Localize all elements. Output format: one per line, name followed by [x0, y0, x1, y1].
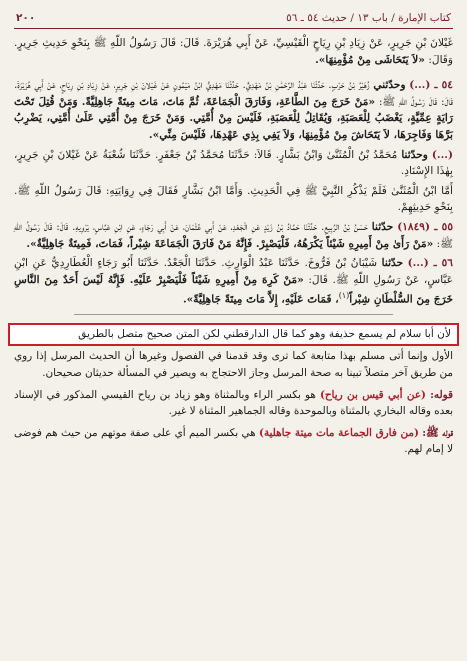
hadith-number: ٥٦ ـ (...): [407, 257, 453, 270]
highlighted-line: [8, 323, 459, 346]
narration-chain: حَسَنُ بْنُ الرَّبِيعِ. حَدَّثَنَا حَمَّادُ بْنُ زَيْدٍ عَنِ الْجَعْدِ، عَنْ أَبِي عُثْمَانَ، عَنْ أَبِي رَجَاءٍ، عَنِ ابْنِ عَبَّاسٍ، يَرْوِيهِ. قَالَ: قَالَ رَسُولُ اللّهِ ﷺ:: [14, 220, 453, 250]
section-separator: [74, 314, 393, 315]
hadith-number: (...): [431, 148, 453, 161]
commentary-quote: (من فارق الجماعة مات ميتة جاهلية): [259, 426, 419, 439]
hadith-55: [14, 219, 453, 252]
hadith-54-variant: [14, 147, 453, 180]
page-number: ٢٠٠: [16, 12, 36, 24]
narration-chain: شَيْبَانُ بْنُ فَرُّوخَ. حَدَّثَنَا عَبْدُ الْوَارِثِ. حَدَّثَنَا الْجَعْدُ. حَدَّثَنَا أَبُو رَجَاءٍ الْعُطَارِدِيُّ عَنِ ابْنِ عَبَّاسٍ، عَنْ رَسُولِ اللّهِ ﷺ. قَالَ:: [14, 257, 454, 286]
highlighted-text: لأن أبا سلام لم يسمع حذيفة وهو كما قال الدارقطني لكن المتن صحيح متصل بالطريق: [78, 328, 451, 341]
commentary-text: هي بكسر الميم أي على صفة موتهم من حيث هم فوضى لا إمام لهم.: [14, 426, 453, 456]
narration-lead: وحدّثني: [373, 79, 406, 92]
hadith-56: [14, 255, 453, 308]
narration-note: أَمَّا ابْنُ الْمُثَنَّىٰ فَلَمْ يَذْكُرِ النَّبِيَّ ﷺ فِي الْحَدِيثِ. وَأَمَّا ابْنُ بَشَّارٍ فَقَالَ فِي رِوَايَتِهِ: قَالَ رَسُولُ اللّهِ ﷺ. بِنَحْوِ حَدِيثِهِمْ.: [14, 184, 453, 214]
commentary-text: هو بكسر الراء وبالمثناة وهو زياد بن رياح القيسي المذكور في الإسناد بعده وقاله البخاري بالمثناة وبالموحدة وقاله الجماهير المثناة لا غير.: [14, 388, 453, 418]
commentary: [14, 348, 453, 458]
hadith-matn: «مَنْ كَرِهَ مِنْ أَمِيرِهِ شَيْئاً فَلْيَصْبِرْ عَلَيْهِ. فَإِنَّهُ لَيْسَ أَحَدٌ مِنَ النَّاسِ خَرَجَ مِنَ السُّلْطَانِ شِبْراً: [14, 273, 453, 306]
commentary-paragraph: [14, 348, 453, 381]
narration-chain: مُحَمَّدُ بْنُ الْمُثَنَّىٰ وَابْنُ بَشَّارٍ. قَالاَ: حَدَّثَنَا مُحَمَّدُ بْنُ جَعْفَرٍ. حَدَّثَنَا شُعْبَةُ عَنْ غَيْلانَ بْنِ جَرِيرٍ، بِهٰذَا الإِسْنَادِ.: [14, 148, 453, 178]
hadith-continuation: [14, 35, 453, 68]
page-header: [14, 12, 453, 28]
narration-chain: زُهَيْرُ بْنُ حَرْبٍ. حَدَّثَنَا عَبْدُ الرَّحْمَٰنِ بْنُ مَهْدِيٍّ. حَدَّثَنَا مَهْدِيُّ ابْنُ مَيْمُونٍ عَنْ غَيْلانَ بْنِ جَرِيرٍ، عَنْ زِيَادِ بْنِ رِيَاحٍ، عَنْ أَبِي هُرَيْرَةَ. قَالَ: قَالَ رَسُولُ اللّهِ ﷺ:: [14, 79, 453, 108]
narration-lead: وحدّثنا: [401, 148, 428, 161]
commentary-quote: (عن أبي قيس بن رياح): [319, 388, 426, 401]
footnote-ref: (١): [338, 291, 350, 301]
commentary-label: قوله ﷺ:: [422, 426, 453, 439]
commentary-text: الأول وإنما أتى مسلم بهذا متابعة كما ترى وقد قدمنا في الفصول وغيرها أن الحديث المرسل إذا روي من طريق آخر متصلاً تبينا به صحة المرسل وجاز الاحتجاج به ويصير في المسألة حديثان صحيحان.: [14, 350, 453, 380]
narration-lead: حدّثنا: [381, 257, 404, 270]
narration-lead: حدّثنا: [371, 220, 394, 233]
hadith-matn-end: ، فَمَاتَ عَلَيْهِ، إِلاَّ مَاتَ مِيتَةً جَاهِلِيَّةً».: [182, 293, 339, 306]
hadith-number: ٥٥ ـ (١٨٤٩): [397, 220, 454, 233]
hadith-number: ٥٤ ـ (...): [409, 79, 453, 92]
header-rule: [14, 28, 453, 29]
hadith-54-note: [14, 183, 453, 216]
hadith-matn: «مَنْ خَرَجَ مِنَ الطَّاعَةِ، وَفَارَقَ الْجَمَاعَةَ، ثُمَّ مَاتَ، مَاتَ مِيتَةً جَاهِلِيَّةً. وَمَنْ قُتِلَ تَحْتَ رَايَةٍ عِمِّيَّةٍ، يَغْضَبُ لِلْعَصَبَةِ، وَيُقَاتِلُ لِلْعَصَبَةِ، فَلَيْسَ مِنْ أُمَّتِي. وَمَنْ خَرَجَ مِنْ أُمَّتِي عَلَىٰ أُمَّتِي، يَضْرِبُ بَرَّهَا وَفَاجِرَهَا، لاَ يَتَحَاشَ مِنْ مُؤْمِنِهَا، وَلاَ يَفِي بِذِي عَهْدِهَا، فَلَيْسَ مِنِّي».: [14, 95, 453, 141]
hadith-matn: «لاَ يَتَحَاشَى مِنْ مُؤْمِنِهَا».: [315, 53, 425, 66]
hadith-54: [14, 77, 453, 143]
commentary-paragraph: [14, 425, 453, 458]
hadith-text: [14, 35, 453, 308]
commentary-label: قوله:: [430, 388, 453, 401]
hadith-matn: «مَنْ رَأَىٰ مِنْ أَمِيرِهِ شَيْئاً يَكْرَهُهُ، فَلْيَصْبِرْ. فَإِنَّهُ مَنْ فَارَقَ الْجَمَاعَةَ شِبْراً، فَمَاتَ، فَمِيتَةٌ جَاهِلِيَّةٌ».: [26, 237, 434, 250]
running-title: كتاب الإمارة / باب ١٣ / حديث ٥٤ ـ ٥٦: [286, 12, 451, 24]
narration-chain: غَيْلانَ بْنِ جَرِيرٍ، عَنْ زِيَادِ بْنِ رِيَاحٍ الْقَيْسِيِّ، عَنْ أَبِي هُرَيْرَةَ. قَالَ: قَالَ رَسُولُ اللّهِ ﷺ بِنَحْوِ حَدِيثِ جَرِيرٍ. وَقَالَ:: [14, 37, 453, 66]
commentary-paragraph: [14, 387, 453, 420]
